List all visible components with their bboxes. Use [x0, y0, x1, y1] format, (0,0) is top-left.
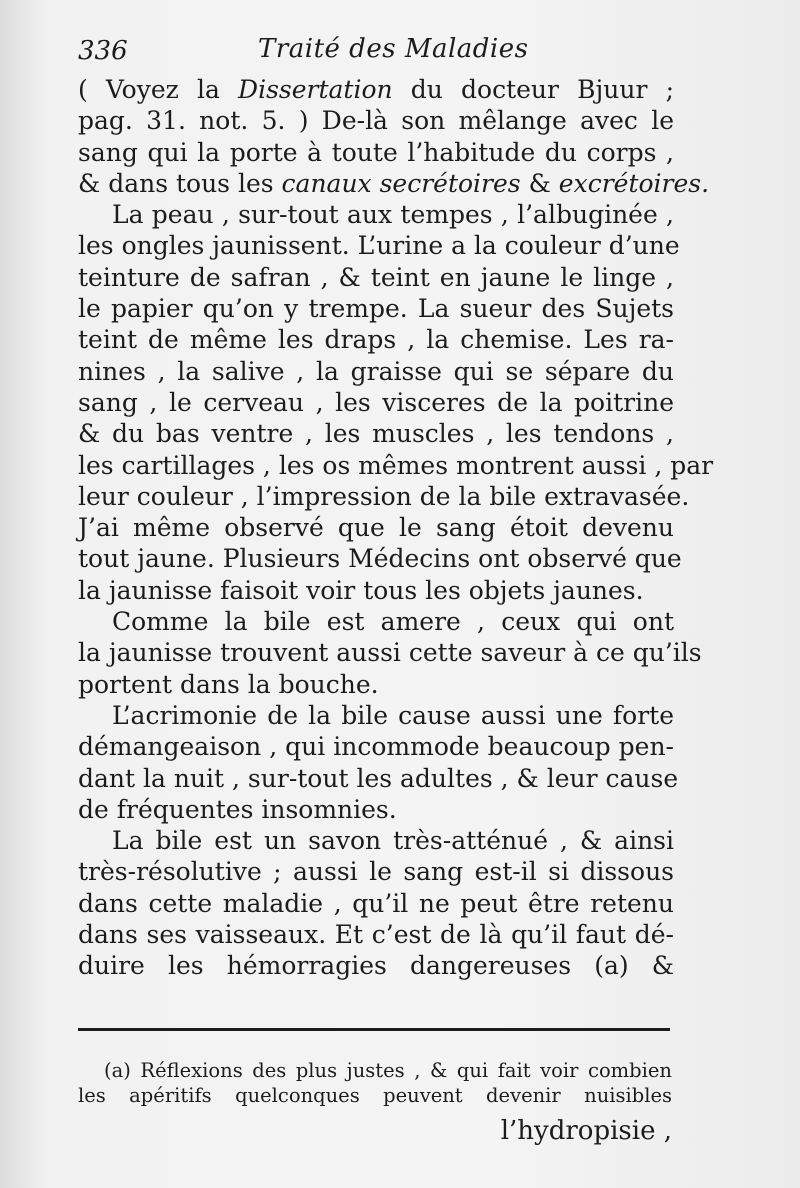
text-line: les ongles jaunissent. L’urine a la couleur d’une	[78, 231, 680, 261]
text-line: la jaunisse faisoit voir tous les objets jaunes.	[78, 575, 644, 605]
footnote-line: (a) Réflexions des plus justes , & qui fait voir combien	[104, 1059, 672, 1082]
text-line: sang , le cerveau , les visceres de la poitrine	[78, 387, 674, 417]
body-text	[78, 74, 714, 982]
text-line: les cartillages , les os mêmes montrent aussi , par	[78, 450, 714, 480]
catchword: l’hydropisie ,	[500, 1116, 672, 1146]
text-line: & dans tous les canaux secrétoires & excrétoires.	[78, 168, 710, 198]
paragraph-2	[78, 199, 714, 606]
paragraph-3	[78, 606, 702, 700]
text-line: teint de même les draps , la chemise. Les ra-	[78, 325, 674, 355]
text-line: le papier qu’on y trempe. La sueur des Sujets	[78, 294, 674, 324]
text-line: duire les hémorragies dangereuses (a) &	[78, 951, 674, 981]
text-line: dans cette maladie , qu’il ne peut être retenu	[78, 888, 674, 918]
paragraph-5	[78, 825, 674, 981]
page-header	[78, 34, 678, 70]
paragraph-4	[78, 700, 679, 825]
page-number: 336	[78, 36, 128, 66]
text-line: la jaunisse trouvent aussi cette saveur à ce qu’ils	[78, 638, 702, 668]
text-line: très-résolutive ; aussi le sang est-il si dissous	[78, 857, 674, 887]
footnote-line: les apéritifs quelconques peuvent devenir nuisibles	[78, 1084, 672, 1107]
text-line: La peau , sur-tout aux tempes , l’albuginée ,	[112, 200, 674, 230]
footnote-rule	[78, 1028, 670, 1031]
text-line: leur couleur , l’impression de la bile extravasée.	[78, 481, 690, 511]
text-line: démangeaison , qui incommode beaucoup pen-	[78, 732, 674, 762]
footnote	[78, 1058, 672, 1108]
text-line: dant la nuit , sur-tout les adultes , & leur cause	[78, 763, 679, 793]
text-line: La bile est un savon très-atténué , & ainsi	[112, 826, 674, 856]
text-line: teinture de safran , & teint en jaune le linge ,	[78, 262, 674, 292]
text-line: Comme la bile est amere , ceux qui ont	[112, 607, 674, 637]
text-line: sang qui la porte à toute l’habitude du corps ,	[78, 137, 674, 167]
text-line: portent dans la bouche.	[78, 669, 379, 699]
text-line: nines , la salive , la graisse qui se sépare du	[78, 356, 674, 386]
text-line: dans ses vaisseaux. Et c’est de là qu’il faut dé-	[78, 920, 674, 950]
text-line: tout jaune. Plusieurs Médecins ont observé que	[78, 544, 682, 574]
text-line: de fréquentes insomnies.	[78, 794, 397, 824]
text-line: & du bas ventre , les muscles , les tendons ,	[78, 419, 674, 449]
text-line: pag. 31. not. 5. ) De-là son mêlange avec le	[78, 106, 674, 136]
text-line: ( Voyez la Dissertation du docteur Bjuur ;	[78, 75, 674, 104]
text-line: J’ai même observé que le sang étoit devenu	[78, 513, 674, 543]
paragraph-1	[78, 74, 710, 199]
text-line: L’acrimonie de la bile cause aussi une forte	[112, 700, 674, 730]
running-title: Traité des Maladies	[258, 34, 529, 64]
